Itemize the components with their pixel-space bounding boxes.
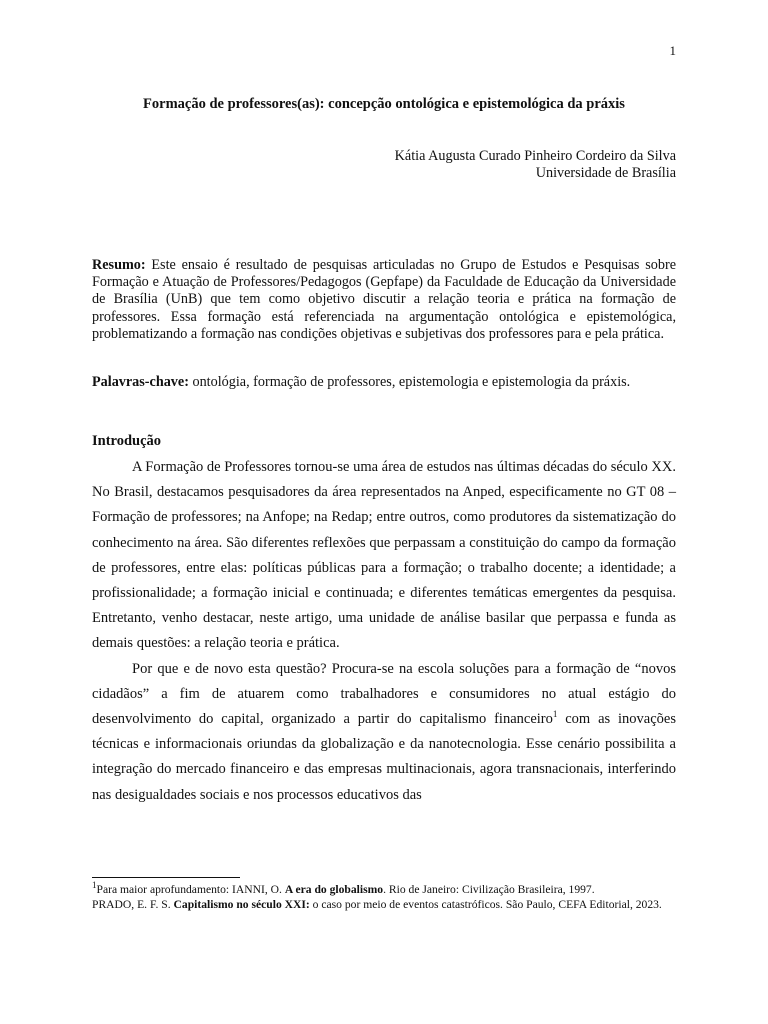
footnote-book-title: A era do globalismo	[284, 883, 384, 896]
keywords-label: Palavras-chave:	[92, 374, 189, 390]
author-name: Kátia Augusta Curado Pinheiro Cordeiro da Silva	[394, 148, 676, 164]
introduction-paragraph	[92, 657, 676, 808]
footnote-marker: 1	[92, 880, 97, 891]
abstract	[92, 257, 676, 343]
introduction-heading: Introdução	[92, 433, 162, 449]
paragraph-text: Por que e de novo esta questão? Procura-se na escola soluções para a formação de “novos cidadãos” a fim de atuarem como trabalhadores e consumidores no atual estágio do desenvolvimento do capital, organizado a partir do capitalismo financeiro	[92, 660, 676, 728]
document-title: Formação de professores(as): concepção ontológica e epistemológica da práxis	[143, 96, 625, 112]
author-affiliation: Universidade de Brasília	[535, 165, 676, 181]
footnote-separator	[92, 877, 240, 878]
paragraph-text: com as inovações técnicas e informacionais oriundas da globalização e da nanotecnologia. Esse cenário possibilita a integração do mercado financeiro e das empresas multinacionais, agora transnacionais, interferindo nas desigualdades sociais e nos processos educativos das	[92, 711, 676, 803]
introduction-paragraph: A Formação de Professores tornou-se uma área de estudos nas últimas décadas do século XX. No Brasil, destacamos pesquisadores da área representados na Anped, especificamente no GT 08 – Formação de professores; na Anfope; na Redap; entre outros, como produtores da sistematização do conhecimento na área. São diferentes reflexões que perpassam a constituição do campo da formação de professores, entre elas: políticas públicas para a formação; o trabalho docente; a identidade; a profissionalidade; a formação inicial e continuada; e diferentes temáticas emergentes da pesquisa. Entretanto, venho destacar, neste artigo, uma unidade de análise basilar que perpassa e funda as demais questões: a relação teoria e prática.	[92, 459, 677, 652]
keywords-text: ontológia, formação de professores, epistemologia e epistemologia da práxis.	[188, 374, 631, 390]
footnote-reference: 1	[552, 709, 558, 720]
footnote-text: . Rio de Janeiro: Civilização Brasileira, 1997.	[383, 883, 595, 896]
footnote-text: o caso por meio de eventos catastróficos. São Paulo, CEFA Editorial, 2023.	[309, 898, 662, 911]
footnote-text: Para maior aprofundamento: IANNI, O.	[96, 883, 285, 896]
footnotes	[92, 882, 676, 912]
keywords	[92, 374, 652, 391]
author-block	[395, 148, 676, 182]
footnote-line	[92, 897, 676, 912]
footnote-line	[92, 882, 676, 897]
footnote-text: PRADO, E. F. S.	[92, 898, 174, 911]
abstract-label: Resumo:	[92, 257, 146, 273]
introduction-body	[92, 455, 676, 808]
footnote-book-title: Capitalismo no século XXI:	[173, 898, 310, 911]
page-number: 1	[669, 43, 676, 58]
abstract-text: Este ensaio é resultado de pesquisas articuladas no Grupo de Estudos e Pesquisas sobre Formação e Atuação de Professores/Pedagogos (Gepfape) da Faculdade de Educação da Universidade de Brasília (UnB) que tem como objetivo discutir a relação teoria e prática na formação de professores. Essa formação está referenciada na argumentação ontológica e epistemológica, problematizando a formação nas condições objetivas e subjetivas dos professores para e pela prática.	[92, 257, 676, 342]
